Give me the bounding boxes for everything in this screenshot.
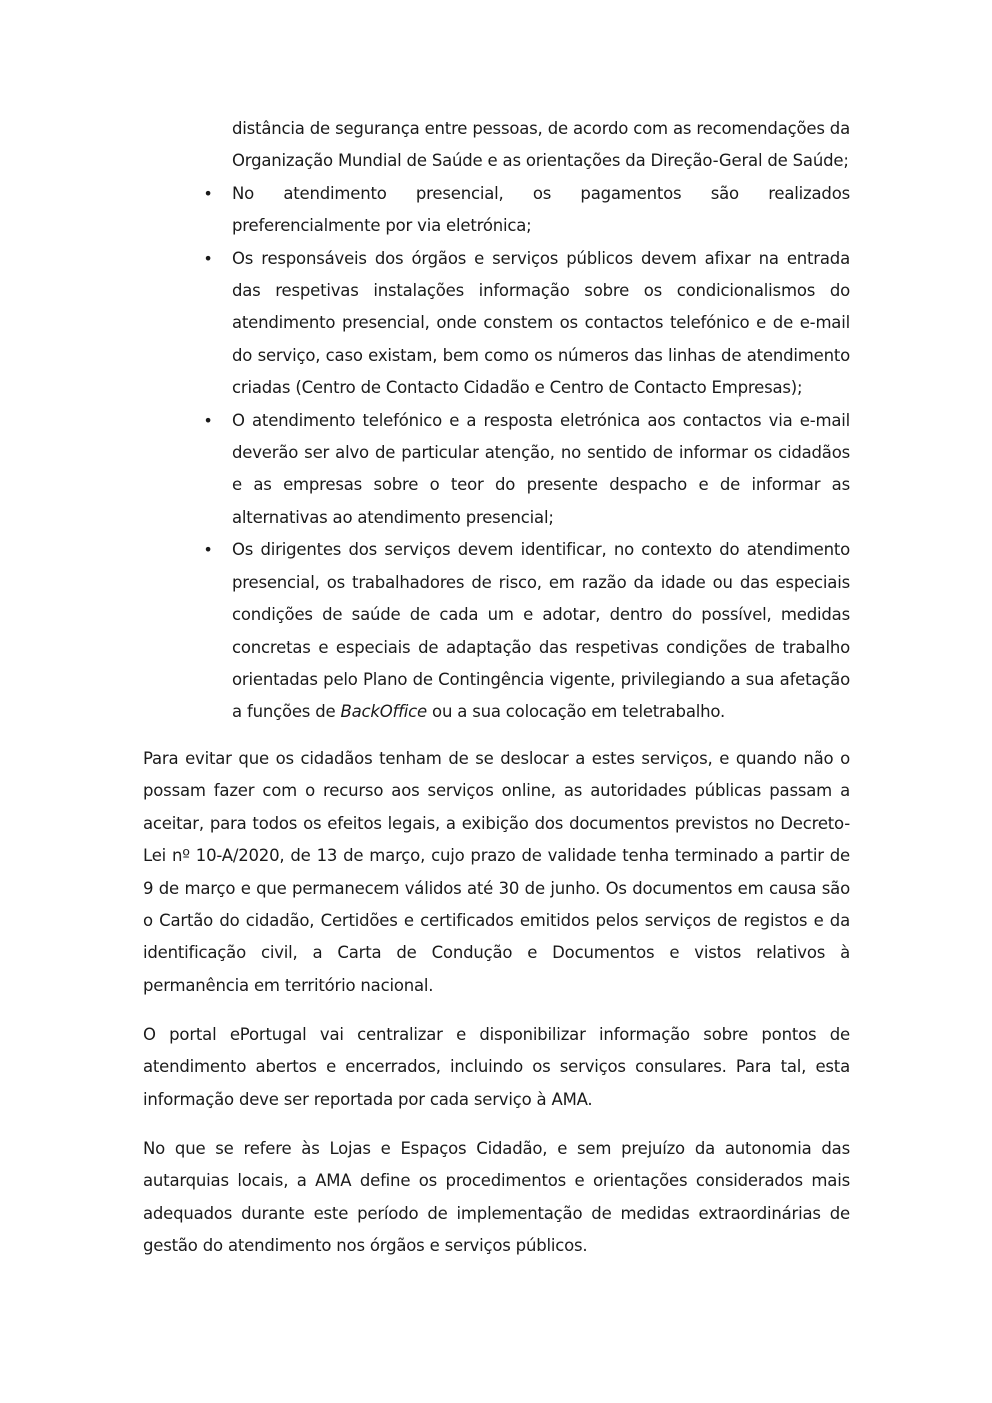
paragraph-lojas-cidadao: No que se refere às Lojas e Espaços Cidadão, e sem prejuízo da autonomia das autarquias locais, a AMA define os procedimentos e orientações considerados mais adequados durante este período de implementação de medidas extraordinárias de gestão do atendimento nos órgãos e serviços públicos. xyxy=(143,1139,850,1256)
bullet-icon: • xyxy=(203,248,213,268)
paragraph-documents-validity: Para evitar que os cidadãos tenham de se deslocar a estes serviços, e quando não o possam fazer com o recurso aos serviços online, as autoridades públicas passam a aceitar, para todos os efeitos legais, a exibição dos documentos previstos no Decreto-Lei nº 10-A/2020, de 13 de março, cujo prazo de validade tenha terminado a partir de 9 de março e que permanecem válidos até 30 de junho. Os documentos em causa são o Cartão do cidadão, Certidões e certificados emitidos pelos serviços de registos e da identificação civil, a Carta de Condução e Documentos e vistos relativos à permanência em território nacional. xyxy=(143,749,850,995)
list-item-text: O atendimento telefónico e a resposta eletrónica aos contactos via e-mail deverão ser alvo de particular atenção, no sentido de informar os cidadãos e as empresas sobre o teor do presente despacho e de informar as alternativas ao atendimento presencial; xyxy=(232,410,850,527)
bullet-list xyxy=(0,113,992,729)
list-item-text-end: ou a sua colocação em teletrabalho. xyxy=(427,702,726,722)
backoffice-term: BackOffice xyxy=(340,702,427,722)
list-item xyxy=(203,178,850,243)
list-item-text-start: Os dirigentes dos serviços devem identificar, no contexto do atendimento presencial, os trabalhadores de risco, em razão da idade ou das especiais condições de saúde de cada um e adotar, dentro do possível, medidas concretas e especiais de adaptação das respetivas condições de trabalho orientadas pelo Plano de Contingência vigente, privilegiando a sua afetação a funções de xyxy=(232,540,850,722)
paragraph-eportugal: O portal ePortugal vai centralizar e disponibilizar informação sobre pontos de atendimento abertos e encerrados, incluindo os serviços consulares. Para tal, esta informação deve ser reportada por cada serviço à AMA. xyxy=(143,1025,850,1109)
list-item-text: No atendimento presencial, os pagamentos são realizados preferencialmente por via eletrónica; xyxy=(232,183,850,236)
list-item xyxy=(203,405,850,535)
list-item xyxy=(203,243,850,405)
list-item-text: Os responsáveis dos órgãos e serviços públicos devem afixar na entrada das respetivas instalações informação sobre os condicionalismos do atendimento presencial, onde constem os contactos telefónico e de e-mail do serviço, caso existam, bem como os números das linhas de atendimento criadas (Centro de Contacto Cidadão e Centro de Contacto Empresas); xyxy=(232,248,850,398)
bullet-icon: • xyxy=(203,183,213,203)
list-continuation-text: distância de segurança entre pessoas, de acordo com as recomendações da Organização Mundial de Saúde e as orientações da Direção-Geral de Saúde; xyxy=(232,119,850,171)
bullet-icon: • xyxy=(203,540,213,560)
list-item xyxy=(203,534,850,728)
bullet-icon: • xyxy=(203,410,213,430)
list-item-text xyxy=(232,540,850,721)
